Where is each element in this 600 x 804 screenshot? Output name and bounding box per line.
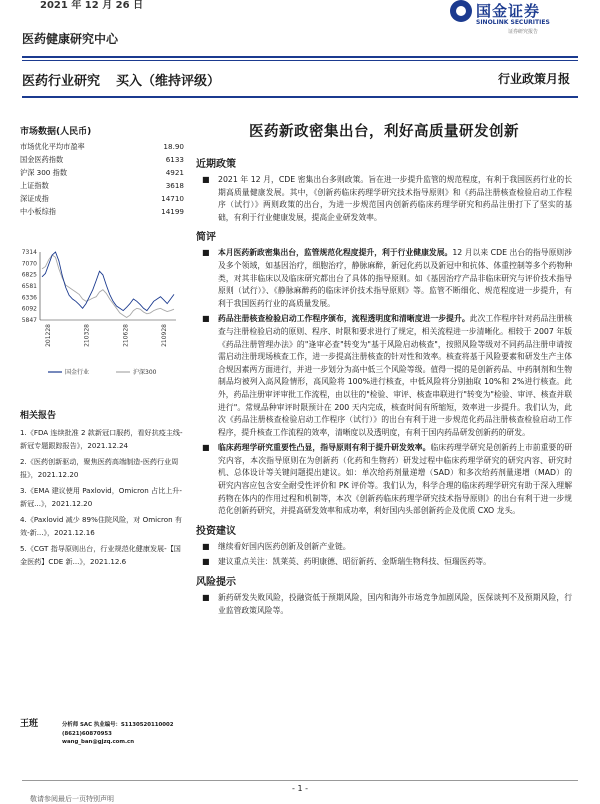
section-heading-summary: 简评 — [196, 232, 216, 244]
recent-policy-paragraph — [196, 174, 572, 224]
related-report-item[interactable]: 4.《Paxlovid 减少 89%住院风险，对 Omicron 有效-新...》，2021.12.16 — [20, 515, 182, 537]
point-text: 此次工作程序针对药品注册核查与注册检验启动的原则、程序、时限和要求进行了规定，相关流程进一步清晰化。相较于 2007 年版《药品注册管理办法》的"逢审必查"转变为"基于风险启动核查"，按照风险等级对不同药品注册申请按需启动注册现场核查工作，进一步提高注册核查的针对性和效率。核查将基于风险要素和研发生产主体合规因素两方面进行，并进一步划分为高中低三个风险等级。值得一提的是创新药品、中药制剂和生物制品均被列入高风险情形，高风险将 100%进行核查，中低风险将分别抽取 10%和 2%进行核查。此外，药品注册审评审批工作流程，由以往的"检验、审评、核查串联进行"转变为"检验、审评、核查并联进行"。常规品种审评时限预计在 200 天内完成，核查时间有所缩短，效率进一步提升。我们认为，此次《药品注册核查检验启动工作程序（试行）》的出台有利于进一步规范化药品注册核查检验启动工作程序，提升核查工作流程的效率，清晰度以及透明度，有利于国内药品研发创新药的研发。 — [218, 314, 572, 437]
x-tick-label: 210928 — [161, 324, 168, 347]
section-heading-investment: 投资建议 — [196, 525, 236, 537]
paragraph-text: 建议重点关注：凯莱英、药明康德、昭衍新药、金斯瑞生物科技、恒瑞医药等。 — [218, 557, 491, 567]
header-divider-thin — [22, 60, 578, 61]
point-lead: 本月医药新政密集出台，监管规范化程度提升，利于行业健康发展。 — [218, 248, 453, 258]
main-content — [196, 120, 572, 620]
bullet-icon: ■ — [202, 314, 210, 324]
y-tick-label: 6336 — [21, 294, 37, 302]
bullet-icon: ■ — [202, 175, 210, 184]
report-date: 2021 年 12 月 26 日 — [40, 0, 144, 11]
summary-point — [196, 313, 572, 439]
market-row-value: 14199 — [161, 207, 184, 216]
y-tick-label: 6581 — [21, 282, 37, 290]
point-lead: 药品注册核查检验启动工作程序颁布，流程透明度和清晰度进一步提升。 — [218, 314, 470, 324]
subheader-divider — [22, 96, 578, 98]
market-row-label: 深证成指 — [20, 194, 49, 203]
analyst-cert: 分析师 SAC 执业编号：S1130520110002 — [62, 722, 174, 728]
analyst-email[interactable]: wang_ban@gjzq.com.cn — [62, 739, 135, 745]
footer-divider — [22, 780, 578, 781]
market-row-label: 市场优化平均市盈率 — [20, 142, 85, 151]
market-row-value: 18.90 — [163, 142, 184, 151]
rating-label: 买入（维持评级） — [116, 74, 221, 89]
bullet-icon: ■ — [202, 248, 210, 258]
y-tick-label: 6825 — [21, 271, 37, 279]
market-row — [20, 205, 190, 218]
series-line-industry — [42, 252, 174, 311]
legend-label: 国金行业 — [65, 369, 90, 376]
market-data-table — [20, 140, 190, 218]
related-report-item[interactable]: 5.《CGT 指导原则出台，行业规范化健康发展-【国金医药】CDE 新...》，2021.12.6 — [20, 544, 181, 566]
x-tick-label: 210328 — [83, 324, 91, 347]
bullet-icon: ■ — [202, 443, 210, 453]
market-row — [20, 140, 190, 153]
section-heading-risk: 风险提示 — [196, 577, 236, 589]
logo-mark-icon — [450, 0, 472, 22]
y-tick-label: 5847 — [21, 317, 37, 324]
logo-english-name: SINOLINK SECURITIES — [476, 19, 550, 26]
logo-chinese-name: 国金证券 — [476, 2, 541, 20]
header-divider — [22, 56, 578, 58]
market-row — [20, 166, 190, 179]
market-row-value: 4921 — [165, 168, 184, 177]
y-tick-label: 7070 — [21, 260, 37, 268]
logo-tagline: 证券研究报告 — [508, 29, 539, 35]
analyst-name: 王班 — [20, 719, 39, 729]
market-row-value: 3618 — [165, 181, 184, 190]
industry-label: 医药行业研究 — [22, 74, 101, 89]
series-line-csi300 — [42, 255, 174, 318]
analyst-info — [62, 721, 174, 747]
market-data-title: 市场数据(人民币) — [20, 127, 92, 137]
market-row — [20, 153, 190, 166]
research-center-name: 医药健康研究中心 — [22, 32, 119, 46]
related-report-item[interactable]: 1.《FDA 连续批准 2 款新冠口服药，看好抗疫主线-新冠专题跟踪报告》，2021.12.24 — [20, 428, 183, 450]
bullet-icon: ■ — [202, 593, 210, 603]
industry-heading — [22, 70, 220, 89]
point-lead: 临床药理学研究重要性凸显，指导原则有利于提升研发效率。 — [218, 443, 431, 453]
market-row-value: 14710 — [161, 194, 184, 203]
market-row-label: 上证指数 — [20, 181, 49, 190]
y-tick-label: 6092 — [21, 305, 37, 313]
risk-item — [196, 592, 572, 617]
analyst-phone: (8621)60870953 — [62, 730, 112, 737]
market-data-panel — [20, 124, 190, 218]
market-row-label: 国金医药指数 — [20, 155, 64, 164]
index-trend-chart — [14, 244, 184, 384]
y-tick-label: 7314 — [21, 249, 37, 256]
market-row-label: 沪深 300 指数 — [20, 168, 68, 177]
related-reports — [20, 408, 185, 572]
section-heading-recent-policy: 近期政策 — [196, 159, 236, 170]
point-text: 12 月以来 CDE 出台的指导原则涉及多个领域，如基因治疗，细胞治疗，静脉麻醉，新冠化药以及新冠中和抗体、体重控制等多个药物种类，对其非临床以及临床研究都出台了具体的指导原则。如《基因治疗产品非临床研究与评价技术指导原则（试行）》、《静脉麻醉药的临床评价技术指导原则》等。监管不断细化、规范程度进一步提升，有利于我国医药行业的高质量发展。 — [218, 248, 573, 308]
related-reports-title: 相关报告 — [20, 411, 57, 421]
investment-item — [196, 556, 572, 569]
related-report-item[interactable]: 2.《医药创新驱动，聚焦医药高端制造-医药行业周报》，2021.12.20 — [20, 457, 179, 479]
related-report-item[interactable]: 3.《EMA 建议使用 Paxlovid，Omicron 占比上升-新冠...》，2021.12.20 — [20, 486, 182, 508]
summary-point — [196, 247, 572, 310]
summary-point — [196, 442, 572, 518]
x-tick-label: 210628 — [122, 324, 130, 347]
paragraph-text: 继续看好国内医药创新及创新产业链。 — [218, 541, 351, 551]
investment-item — [196, 541, 572, 554]
legend-label: 沪深300 — [133, 369, 157, 376]
market-row — [20, 179, 190, 192]
bullet-icon: ■ — [202, 557, 210, 567]
report-title: 医药新政密集出台，利好高质量研发创新 — [249, 124, 519, 140]
market-row-label: 中小板综指 — [20, 207, 56, 216]
x-tick-label: 201228 — [45, 324, 52, 347]
bullet-icon: ■ — [202, 541, 210, 551]
point-text: 临床药理学研究是创新药上市前重要的研究内容，本次指导原则在为创新药（化药和生物药）研发过程中临床药理学研究的研究内容、研究时机、总体设计等关键问题提出建议。如：单次给药剂量递增（SAD）和多次给药剂量递增（MAD）的研究内容应包含安全耐受性评价和 PK 评价等。我们认为，科学合理的临床药理学研究有助于深入理解药物在体内的作用过程和机制等，本次《创新药临床药理学研究技术指导原则》的出台有利于进一步规范化创新药研究，并提高研发效率和成功率，利好国内头部创新药企及优质 CXO 龙头。 — [218, 443, 573, 516]
market-row — [20, 192, 190, 205]
market-row-value: 6133 — [165, 155, 184, 164]
report-type: 行业政策月报 — [497, 72, 570, 86]
company-logo — [450, 0, 570, 34]
paragraph-text: 新药研发失败风险，投融资低于预期风险，国内和海外市场竞争加剧风险，医保谈判不及预期风险，行业监管政策风险等。 — [218, 593, 572, 615]
paragraph-text: 2021 年 12 月，CDE 密集出台多则政策。旨在进一步提升监管的规范程度，有利于我国医药行业的长期高质量健康发展。其中，《创新药临床药理学研究技术指导原则》和《药品注册核查检验启动工作程序（试行）》两则政策的出台，为进一步规范国内创新药临床药理学研究和药品注册打下了坚实的基础，有利于行业健康发展，提高企业研发效率。 — [218, 175, 572, 222]
page-number: - 1 - — [292, 784, 308, 793]
footer-disclaimer: 敬请参阅最后一页特别声明 — [30, 795, 114, 803]
